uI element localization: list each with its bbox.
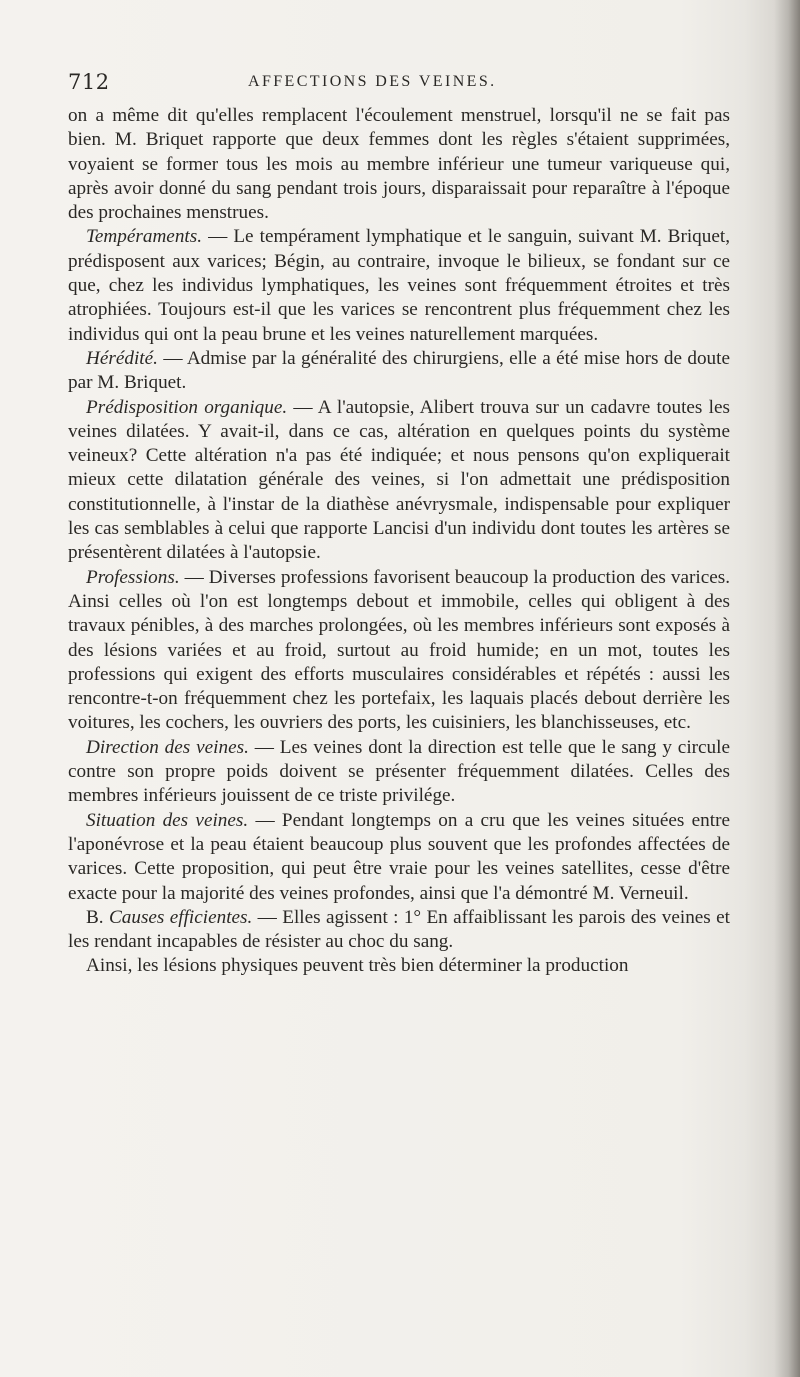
- paragraph-heredite: [68, 347, 730, 396]
- paragraph-text: — Admise par la généralité des chirurgiens, elle a été mise hors de doute par M. Briquet.: [68, 347, 730, 394]
- paragraph-temperaments: [68, 225, 730, 346]
- section-heading: Professions.: [86, 566, 180, 588]
- running-title: AFFECTIONS DES VEINES.: [248, 73, 497, 90]
- paragraph-text: Ainsi, les lésions physiques peuvent très bien déterminer la production: [86, 955, 629, 977]
- paragraph-text: — Pendant longtemps on a cru que les veines situées entre l'aponévrose et la peau étaient beaucoup plus souvent que les profondes affectées de varices. Cette proposition, qui peut être vraie pour les veines satellites, cesse d'être exacte pour la majorité des veines profondes, ainsi que l'a démontré M. Verneuil.: [68, 809, 730, 904]
- paragraph-situation: [68, 809, 730, 906]
- section-heading: Causes efficientes.: [108, 906, 253, 928]
- paragraph-text: — Diverses professions favorisent beaucoup la production des varices. Ainsi celles où l'on est longtemps debout et immobile, celles qui obligent à des travaux pénibles, à des marches prolongées, où les membres inférieurs sont exposés à des lésions variées et au froid, surtout au froid humide; en un mot, toutes les professions qui exigent des efforts musculaires considérables et répétés : aussi les rencontre-t-on fréquemment chez les portefaix, les laquais placés debout derrière les voitures, les cochers, les ouvriers des ports, les cuisiniers, les blanchisseuses, etc.: [68, 566, 730, 734]
- paragraph-professions: [68, 566, 730, 736]
- paragraph-text: on a même dit qu'elles remplacent l'écoulement menstruel, lorsqu'il ne se fait pas bien. M. Briquet rapporte que deux femmes dont les règles s'étaient supprimées, voyaient se former tous les mois au membre inférieur une tumeur variqueuse qui, après avoir donné du sang pendant trois jours, disparaissait pour reparaître à l'époque des prochaines menstrues.: [68, 105, 730, 224]
- section-heading: Situation des veines.: [86, 809, 249, 831]
- paragraph-predisposition: [68, 396, 730, 566]
- page-number: 712: [68, 70, 110, 94]
- section-heading: Hérédité.: [86, 347, 158, 369]
- running-header: [68, 70, 728, 100]
- paragraph-direction: [68, 736, 730, 809]
- section-heading: Direction des veines.: [86, 736, 249, 758]
- paragraph-lesions: [68, 954, 730, 978]
- paragraph-text: — A l'autopsie, Alibert trouva sur un cadavre toutes les veines dilatées. Y avait-il, dans ce cas, altération en quelques points du système veineux? Cette altération n'a pas été indiquée; et nous pensons qu'on expliquerait mieux cette dilatation générale des veines, si l'on admettait une prédisposition constitutionnelle, à l'instar de la diathèse anévrysmale, indispensable pour expliquer les cas semblables à celui que rapporte Lancisi d'un individu dont toutes les artères se présentèrent dilatées à l'autopsie.: [68, 396, 730, 564]
- body-text: [68, 104, 730, 979]
- page-edge-shadow: [774, 0, 800, 1377]
- paragraph-text: — Le tempérament lymphatique et le sanguin, suivant M. Briquet, prédisposent aux varices; Bégin, au contraire, invoque le bilieux, se fondant sur ce que, chez les individus lymphatiques, les veines sont fréquemment étroites et très atrophiées. Toujours est-il que les varices se rencontrent plus fréquemment chez les individus qui ont la peau brune et les veines naturellement marquées.: [68, 226, 730, 345]
- section-letter: B.: [86, 906, 109, 928]
- paragraph-causes: [68, 906, 730, 955]
- paragraph-text: — Les veines dont la direction est telle que le sang y circule contre son propre poids doivent se présenter fréquemment dilatées. Celles des membres inférieurs jouissent de ce triste privilége.: [68, 736, 731, 807]
- paragraph-text: — Elles agissent : 1° En affaiblissant les parois des veines et les rendant incapables de résister au choc du sang.: [68, 906, 730, 953]
- section-heading: Tempéraments.: [86, 226, 203, 248]
- section-heading: Prédisposition organique.: [86, 396, 288, 418]
- paragraph-menstrues: [68, 104, 730, 225]
